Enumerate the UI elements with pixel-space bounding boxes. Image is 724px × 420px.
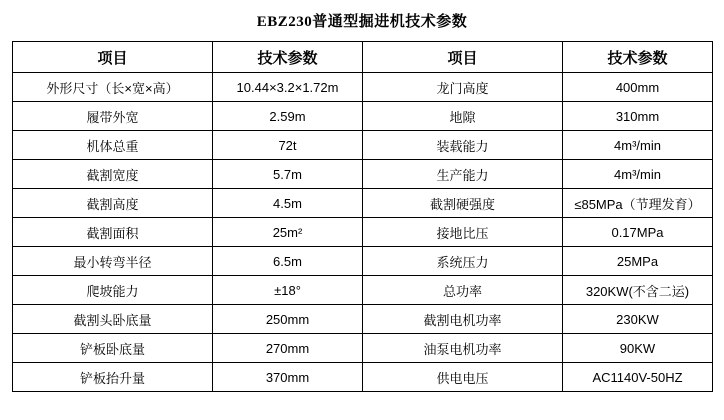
specifications-table <box>12 41 713 392</box>
cell-value: 230KW <box>563 305 713 334</box>
cell-value: ±18° <box>213 276 363 305</box>
cell-item: 装载能力 <box>363 131 563 160</box>
cell-item: 铲板卧底量 <box>13 334 213 363</box>
column-header-param-2: 技术参数 <box>563 42 713 73</box>
table-row <box>13 305 713 334</box>
table-row <box>13 247 713 276</box>
cell-value: 4m³/min <box>563 160 713 189</box>
table-header <box>13 42 713 73</box>
cell-item: 铲板抬升量 <box>13 363 213 392</box>
table-row <box>13 102 713 131</box>
cell-item: 外形尺寸（长×宽×高） <box>13 73 213 102</box>
cell-item: 最小转弯半径 <box>13 247 213 276</box>
cell-value: 2.59m <box>213 102 363 131</box>
cell-item: 总功率 <box>363 276 563 305</box>
cell-value: 0.17MPa <box>563 218 713 247</box>
cell-value: 90KW <box>563 334 713 363</box>
cell-item: 生产能力 <box>363 160 563 189</box>
cell-item: 地隙 <box>363 102 563 131</box>
cell-item: 截割面积 <box>13 218 213 247</box>
cell-item: 爬坡能力 <box>13 276 213 305</box>
cell-value: 400mm <box>563 73 713 102</box>
cell-item: 截割头卧底量 <box>13 305 213 334</box>
cell-item: 履带外宽 <box>13 102 213 131</box>
cell-value: 250mm <box>213 305 363 334</box>
column-header-item-1: 项目 <box>13 42 213 73</box>
cell-value: 370mm <box>213 363 363 392</box>
cell-value: 10.44×3.2×1.72m <box>213 73 363 102</box>
cell-value: 310mm <box>563 102 713 131</box>
cell-item: 系统压力 <box>363 247 563 276</box>
table-row <box>13 160 713 189</box>
table-row <box>13 276 713 305</box>
cell-item: 截割硬强度 <box>363 189 563 218</box>
cell-value: 5.7m <box>213 160 363 189</box>
table-row <box>13 363 713 392</box>
cell-value: 72t <box>213 131 363 160</box>
cell-value: 25m² <box>213 218 363 247</box>
column-header-item-2: 项目 <box>363 42 563 73</box>
table-row <box>13 334 713 363</box>
table-row <box>13 73 713 102</box>
cell-value: 4.5m <box>213 189 363 218</box>
column-header-param-1: 技术参数 <box>213 42 363 73</box>
cell-value: 4m³/min <box>563 131 713 160</box>
table-header-row <box>13 42 713 73</box>
cell-item: 接地比压 <box>363 218 563 247</box>
cell-value: ≤85MPa（节理发育） <box>563 189 713 218</box>
table-row <box>13 218 713 247</box>
cell-value: 270mm <box>213 334 363 363</box>
cell-item: 截割电机功率 <box>363 305 563 334</box>
table-body <box>13 73 713 392</box>
cell-item: 截割高度 <box>13 189 213 218</box>
cell-value: AC1140V-50HZ <box>563 363 713 392</box>
cell-item: 龙门高度 <box>363 73 563 102</box>
cell-item: 供电电压 <box>363 363 563 392</box>
cell-value: 6.5m <box>213 247 363 276</box>
table-row <box>13 189 713 218</box>
cell-item: 油泵电机功率 <box>363 334 563 363</box>
cell-item: 截割宽度 <box>13 160 213 189</box>
cell-item: 机体总重 <box>13 131 213 160</box>
table-row <box>13 131 713 160</box>
cell-value: 320KW(不含二运) <box>563 276 713 305</box>
page-title: EBZ230普通型掘进机技术参数 <box>256 14 468 30</box>
cell-value: 25MPa <box>563 247 713 276</box>
table-container <box>0 41 724 392</box>
